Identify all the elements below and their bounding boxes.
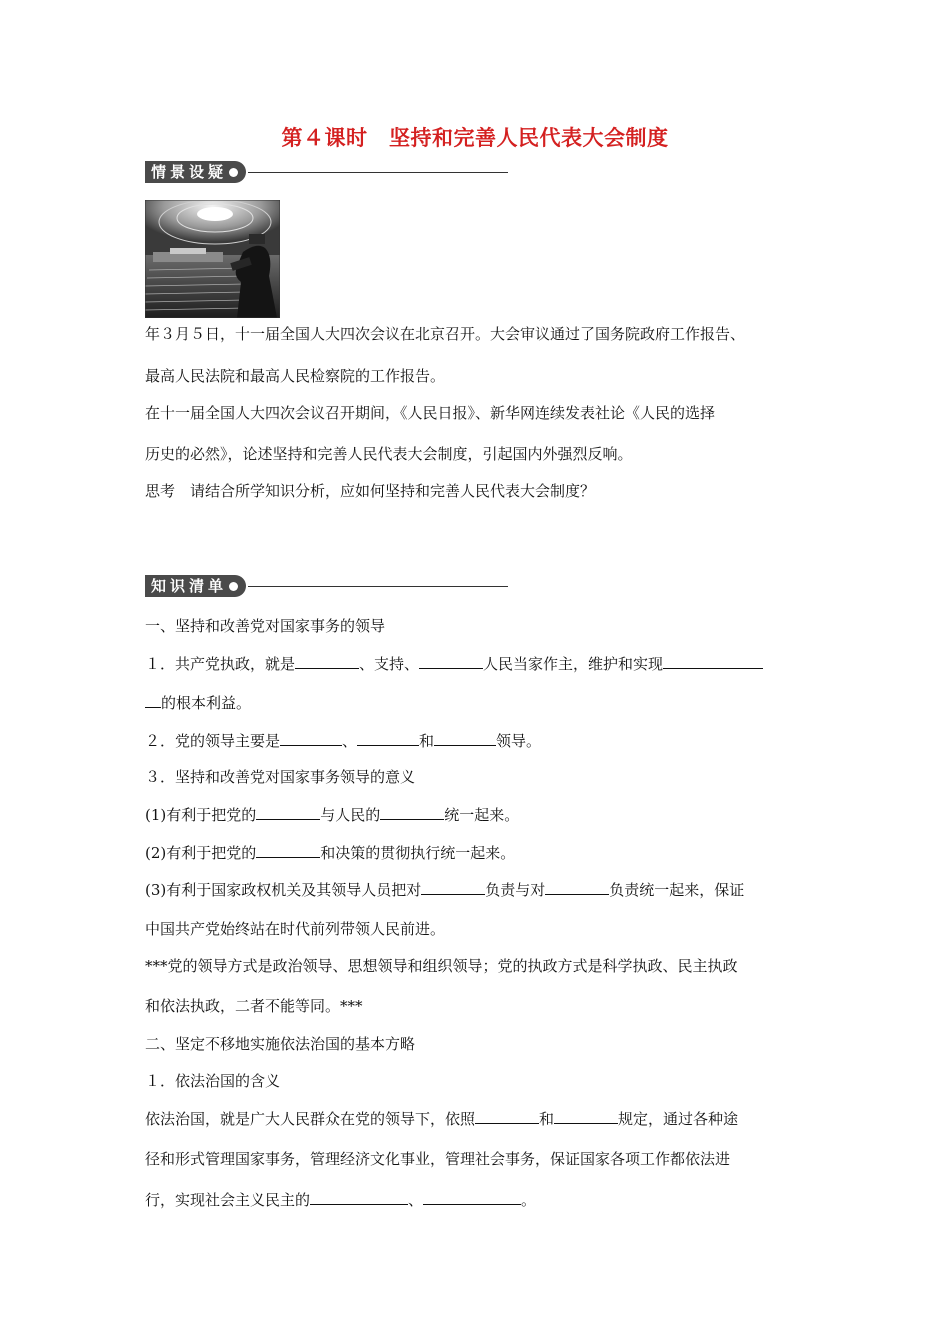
text: 负责统一起来，保证	[609, 881, 745, 899]
fill-blank[interactable]	[256, 842, 320, 858]
item-2	[145, 730, 541, 751]
text: ２．党的领导主要是	[145, 732, 281, 750]
fill-blank[interactable]	[434, 730, 496, 746]
text: (3)有利于国家政权机关及其领导人员把对	[145, 881, 422, 899]
text: 、	[408, 1191, 424, 1209]
scenario-line-2: 最高人民法院和最高人民检察院的工作报告。	[145, 367, 446, 385]
text: 与人民的	[320, 806, 381, 824]
section-tag	[145, 575, 246, 597]
text: 统一起来。	[444, 806, 520, 824]
page-title: 第４课时 坚持和完善人民代表大会制度	[281, 125, 669, 150]
section-header-scenario	[145, 161, 508, 183]
text: 行，实现社会主义民主的	[145, 1191, 311, 1209]
dot-icon	[229, 582, 238, 591]
text: 、	[342, 732, 358, 750]
definition-line-2: 径和形式管理国家事务，管理经济文化事业，管理社会事务，保证国家各项工作都依法进	[145, 1150, 731, 1168]
fill-blank[interactable]	[663, 653, 763, 669]
scenario-line-4: 历史的必然》，论述坚持和完善人民代表大会制度，引起国内外强烈反响。	[145, 445, 633, 463]
fill-blank[interactable]	[295, 653, 359, 669]
fill-blank[interactable]	[545, 879, 609, 895]
text: １．共产党执政，就是	[145, 655, 296, 673]
fill-blank[interactable]	[419, 653, 483, 669]
text: 。	[521, 1191, 537, 1209]
item-1-cont	[145, 692, 251, 713]
think-question: 思考 请结合所学知识分析，应如何坚持和完善人民代表大会制度？	[145, 482, 596, 500]
section-header-knowledge	[145, 575, 508, 597]
text: 、支持、	[359, 655, 420, 673]
sub-item-3	[145, 879, 744, 900]
heading-2: 二、坚定不移地实施依法治国的基本方略	[145, 1035, 416, 1053]
text: (1)有利于把党的	[145, 806, 257, 824]
divider	[248, 172, 508, 173]
fill-blank[interactable]	[280, 730, 342, 746]
sub-item-3-cont: 中国共产党始终站在时代前列带领人民前进。	[145, 920, 446, 938]
section-tag	[145, 161, 246, 183]
text: 的根本利益。	[161, 694, 252, 712]
section-label: 情景设疑	[151, 163, 228, 181]
fill-blank[interactable]	[380, 804, 444, 820]
scenario-line-1: 年３月５日，十一届全国人大四次会议在北京召开。大会审议通过了国务院政府工作报告、	[145, 325, 746, 343]
text: 领导。	[496, 732, 542, 750]
text: 和	[419, 732, 435, 750]
text: 和决策的贯彻执行统一起来。	[320, 844, 516, 862]
text: (2)有利于把党的	[145, 844, 257, 862]
fill-blank[interactable]	[554, 1108, 618, 1124]
text: 和	[539, 1110, 555, 1128]
sub-item-1	[145, 804, 519, 825]
scenario-line-3: 在十一届全国人大四次会议召开期间，《人民日报》、新华网连续发表社论《人民的选择	[145, 404, 716, 422]
item-3: ３．坚持和改善党对国家事务领导的意义	[145, 768, 416, 786]
definition-line-3	[145, 1189, 536, 1210]
sub-item-2	[145, 842, 515, 863]
divider	[248, 586, 508, 587]
item-j1: １．依法治国的含义	[145, 1072, 281, 1090]
heading-1: 一、坚持和改善党对国家事务的领导	[145, 617, 386, 635]
text: 规定，通过各种途	[618, 1110, 739, 1128]
item-1	[145, 653, 763, 674]
fill-blank[interactable]	[475, 1108, 539, 1124]
fill-blank[interactable]	[145, 692, 161, 708]
dot-icon	[229, 168, 238, 177]
note-line-2: 和依法执政，二者不能等同。***	[145, 997, 363, 1015]
fill-blank[interactable]	[310, 1189, 408, 1205]
fill-blank[interactable]	[357, 730, 419, 746]
note-line-1: ***党的领导方式是政治领导、思想领导和组织领导；党的执政方式是科学执政、民主执政	[145, 957, 738, 975]
fill-blank[interactable]	[256, 804, 320, 820]
text: 负责与对	[485, 881, 546, 899]
fill-blank[interactable]	[423, 1189, 521, 1205]
section-label: 知识清单	[151, 577, 228, 595]
definition-line-1	[145, 1108, 738, 1129]
fill-blank[interactable]	[421, 879, 485, 895]
text: 依法治国，就是广大人民群众在党的领导下，依照	[145, 1110, 476, 1128]
text: 人民当家作主，维护和实现	[483, 655, 664, 673]
congress-hall-photo	[145, 200, 280, 318]
